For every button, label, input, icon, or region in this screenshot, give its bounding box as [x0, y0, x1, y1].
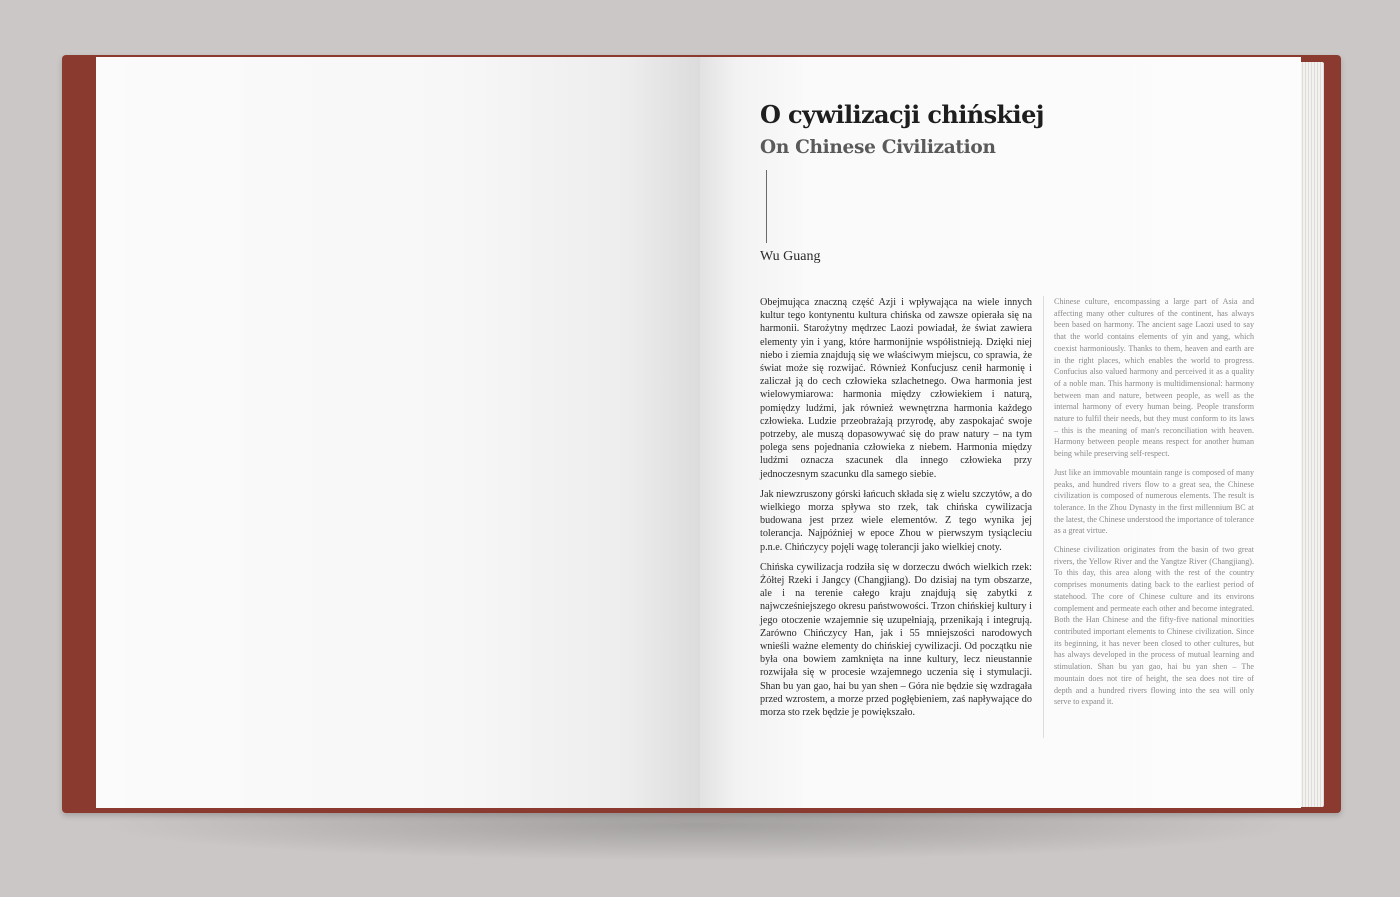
polish-paragraph: Chińska cywilizacja rodziła się w dorzeczu dwóch wielkich rzek: Żółtej Rzeki i Jangcy (Changjiang). Do dzisiaj na tym obszarze, ale i na terenie całego kraju znajdują się zabytki z najwcześniejszego okresu państwowości. Trzon chińskiej kultury i jego otoczenie wzajemnie się uzupełniają, przenikają i integrują. Zarówno Chińczycy Han, jak i 55 mniejszości narodowych wnieśli ważne elementy do chińskiej cywilizacji. Od początku nie była ona bowiem zamknięta na inne kultury, lecz nieustannie rozwijała się w procesie wzajemnego uczenia się i stymulacji. Shan bu yan gao, hai bu yan shen – Góra nie będzie się wzdragała przed wzrostem, a morze przed pogłębieniem, zaś napływające do morza sto rzek będzie je powiększało. [760, 561, 1032, 719]
left-page-blank [96, 57, 700, 808]
page-title-english: On Chinese Civilization [760, 137, 996, 158]
english-text-column [1054, 296, 1254, 715]
polish-text-column [760, 296, 1032, 726]
english-paragraph: Just like an immovable mountain range is composed of many peaks, and hundred rivers flow to a great sea, the Chinese civilization is composed of numerous elements. The result is tolerance. In the Zhou Dynasty in the first millennium BC at the latest, the Chinese understood the importance of tolerance as a great virtue. [1054, 467, 1254, 536]
page-title-polish: O cywilizacji chińskiej [760, 100, 1044, 129]
polish-paragraph: Obejmująca znaczną część Azji i wpływająca na wiele innych kultur tego kontynentu kultura chińska od zawsze opierała się na harmonii. Starożytny mędrzec Laozi powiadał, że świat zawiera elementy yin i yang, które harmonijnie współistnieją. Dzięki niej niebo i ziemia znajdują się we właściwym miejscu, co sprawia, że świat może się rozwijać. Również Konfucjusz cenił harmonię i zaliczał ją do cech człowieka szlachetnego. Owa harmonia jest wielowymiarowa: harmonia między człowiekiem i naturą, pomiędzy ludźmi, jak również wewnętrzna harmonia każdego człowieka. Ludzie przeobrażają przyrodę, aby zaspokajać swoje potrzeby, ale muszą dopasowywać się do praw natury – na tym polega sens pojednania człowieka z niebem. Harmonia między ludźmi oznacza szacunek dla innego człowieka przy jednoczesnym szacunku dla samego siebie. [760, 297, 1032, 480]
page-edges [1300, 62, 1324, 807]
english-paragraph: Chinese civilization originates from the basin of two great rivers, the Yellow River and the Yangtze River (Changjiang). To this day, this area along with the rest of the country comprises monuments dating back to the earliest period of statehood. The core of Chinese culture and its environs complement and permeate each other and become integrated. Both the Han Chinese and the fifty-five national minorities contributed important elements to Chinese civilization. Since its beginning, it has never been closed to other cultures, but has always developed in the process of mutual learning and stimulation. Shan bu yan gao, hai bu yan shen – The mountain does not tire of height, the sea does not tire of depth and a hundred rivers flowing into the sea will only serve to expand it. [1054, 545, 1254, 707]
polish-paragraph: Jak niewzruszony górski łańcuch składa się z wielu szczytów, a do wielkiego morza spływa sto rzek, tak chińska cywilizacja budowana jest przez wiele elementów. Z tego wynika jej tolerancja. Najpóźniej w epoce Zhou w pierwszym tysiącleciu p.n.e. Chińczycy pojęli wagę tolerancji jako wielkiej cnoty. [760, 488, 1032, 553]
author-name: Wu Guang [760, 249, 821, 264]
column-divider [1043, 296, 1044, 738]
vertical-rule [766, 170, 767, 243]
english-paragraph: Chinese culture, encompassing a large part of Asia and affecting many other cultures of the continent, has always been based on harmony. The ancient sage Laozi used to say that the world contains elements of yin and yang, which coexist harmoniously. Thanks to them, heaven and earth are in the right places, which enables the world to progress. Confucius also valued harmony and perceived it as a quality of a noble man. This harmony is multidimensional: harmony between man and nature, between people, as well as the internal harmony of every human being. People transform nature to fulfil their needs, but they must conform to its laws – this is the meaning of man's reconciliation with heaven. Harmony between people means respect for another human being while preserving self-respect. [1054, 297, 1254, 459]
